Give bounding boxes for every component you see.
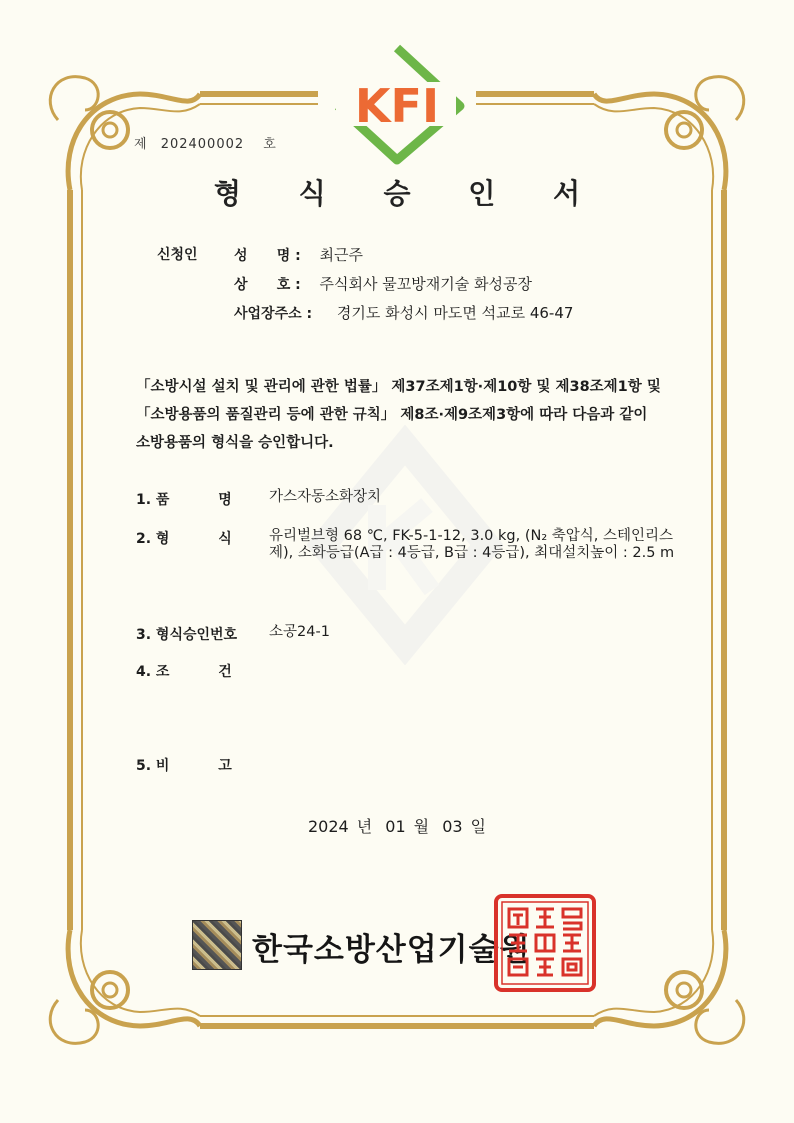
applicant-company-label: 상 호 :: [234, 277, 301, 293]
item-value-name: 가스자동소화장치: [269, 489, 382, 505]
item-label-type: 2. 형 식: [136, 531, 232, 547]
item-label-name: 1. 품 명: [136, 492, 232, 508]
applicant-address-label: 사업장주소 :: [234, 306, 313, 322]
logo-text: KFI: [354, 79, 440, 133]
date-day-unit: 일: [470, 817, 487, 836]
hologram-sticker: [192, 920, 242, 970]
applicant-company-row: [234, 273, 532, 294]
date-year-unit: 년: [356, 817, 373, 836]
issuer-name: 한국소방산업기술원: [252, 932, 531, 968]
item-value-approval-number: 소공24-1: [269, 624, 330, 640]
issue-date: [0, 814, 794, 837]
item-label-remarks: 5. 비 고: [136, 758, 232, 774]
official-seal: [493, 893, 597, 993]
applicant-company-value: 주식회사 물꼬방재기술 화성공장: [319, 275, 532, 293]
certificate-number: [134, 133, 277, 152]
page-title: 형 식 승 인 서: [213, 177, 605, 210]
item-value-type: 유리벌브형 68 ℃, FK-5-1-12, 3.0 kg, (N₂ 축압식, 스테인리스제), 소화등급(A급 : 4등급, B급 : 4등급), 최대설치높이 : 2.5 m: [269, 528, 675, 561]
date-month: 01: [385, 817, 406, 836]
date-day: 03: [442, 817, 463, 836]
cert-no-prefix: 제: [134, 137, 148, 152]
applicant-name-row: [234, 244, 363, 265]
date-month-unit: 월: [413, 817, 430, 836]
cert-no-value: 202400002: [160, 137, 245, 152]
item-label-conditions: 4. 조 건: [136, 664, 232, 680]
applicant-label: 신청인: [157, 247, 198, 263]
applicant-address-value: 경기도 화성시 마도면 석교로 46-47: [336, 304, 574, 322]
cert-no-suffix: 호: [263, 137, 277, 152]
applicant-address-row: [234, 302, 573, 323]
applicant-name-label: 성 명 :: [234, 248, 301, 264]
applicant-name-value: 최근주: [319, 246, 364, 264]
date-year: 2024: [307, 817, 349, 836]
kfi-logo: [326, 42, 468, 166]
approval-statement: 「소방시설 설치 및 관리에 관한 법률」 제37조제1항·제10항 및 제38조제1항 및 「소방용품의 품질관리 등에 관한 규칙」 제8조·제9조제3항에 따라 다음과 같이 소방용품의 형식을 승인합니다.: [136, 379, 661, 451]
item-label-approval-number: 3. 형식승인번호: [136, 627, 238, 643]
